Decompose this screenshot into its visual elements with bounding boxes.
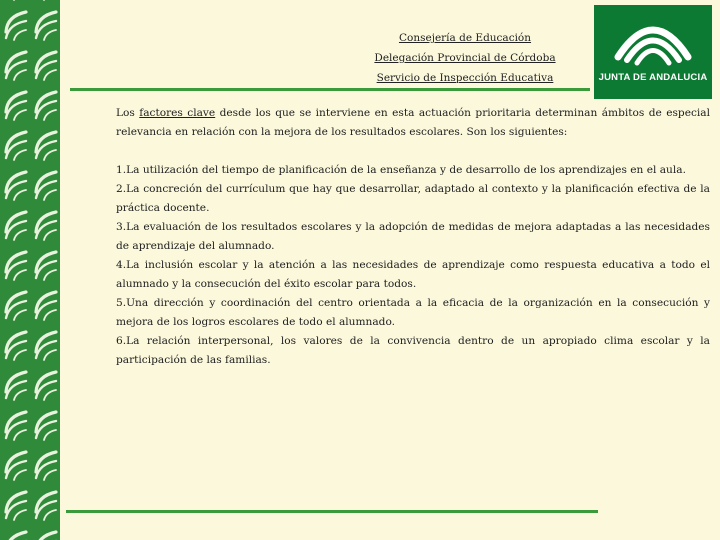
header-line-servicio: Servicio de Inspección Educativa: [376, 72, 554, 84]
intro-paragraph: [116, 104, 710, 142]
top-divider: [70, 88, 590, 91]
header-line-delegacion: Delegación Provincial de Córdoba: [374, 52, 556, 64]
list-item: 1.La utilización del tiempo de planificación de la enseñanza y de desarrollo de los aprendizajes en el aula.: [116, 164, 686, 176]
intro-pre: Los: [116, 107, 140, 119]
bottom-divider: [66, 510, 598, 513]
list-item: 3.La evaluación de los resultados escolares y la adopción de medidas de mejora adaptadas a las necesidades de aprendizaje del alumnado.: [116, 221, 710, 252]
list-item: 4.La inclusión escolar y la atención a las necesidades de aprendizaje como respuesta educativa a todo el alumnado y la consecución del éxito escolar para todos.: [116, 259, 710, 290]
key-factors-term: factores clave: [139, 107, 216, 119]
arch-pattern-icon: [0, 0, 60, 540]
intro-post: desde los que se interviene en esta actuación prioritaria determinan ámbitos de especial relevancia en relación con la mejora de los resultados escolares. Son los siguientes:: [116, 107, 710, 138]
institution-header: [320, 28, 610, 88]
decorative-sidebar: [0, 0, 60, 540]
header-line-consejeria: Consejería de Educación: [398, 32, 532, 44]
list-item: 5.Una dirección y coordinación del centro orientada a la eficacia de la organización en la consecución y mejora de los logros escolares de todo el alumnado.: [116, 297, 710, 328]
list-item: 2.La concreción del currículum que hay que desarrollar, adaptado al contexto y la planificación efectiva de la práctica docente.: [116, 183, 710, 214]
main-content: [116, 104, 710, 370]
logo-text: JUNTA DE ANDALUCIA: [598, 72, 708, 83]
list-item: 6.La relación interpersonal, los valores de la convivencia dentro de un apropiado clima escolar y la participación de las familias.: [116, 335, 710, 366]
junta-andalucia-logo: [594, 5, 712, 99]
arches-logo-icon: [594, 5, 712, 99]
